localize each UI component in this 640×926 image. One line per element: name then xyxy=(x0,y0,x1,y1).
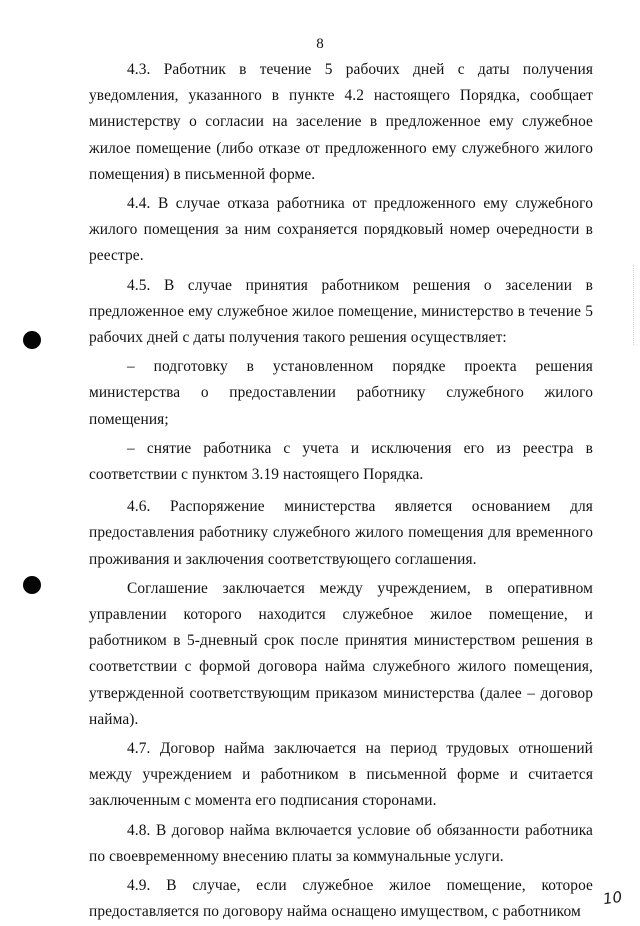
paragraph-4-6: 4.6. Распоряжение министерства является основанием для предоставления работнику служебного жилого помещения для временного проживания и заключения соответствующего соглашения. xyxy=(89,498,593,568)
paragraph-4-9: 4.9. В случае, если служебное жилое помещение, которое предоставляется по договору найма оснащено имуществом, с работником xyxy=(89,877,593,921)
paragraph-4-7: 4.7. Договор найма заключается на период трудовых отношений между учреждением и работником в письменной форме и считается заключенным с момента его подписания сторонами. xyxy=(89,740,593,810)
document-body xyxy=(89,57,593,926)
handwritten-page-number: 10 xyxy=(601,887,624,909)
paragraph-4-3: 4.3. Работник в течение 5 рабочих дней с даты получения уведомления, указанного в пункте 4.2 настоящего Порядка, сообщает министерству о согласии на заселение в предложенное ему служебное жилое помещение (либо отказе от предложенного ему служебного жилого помещения) в письменной форме. xyxy=(89,61,593,183)
list-item-removal: – снятие работника с учета и исключения его из реестра в соответствии с пунктом 3.19 настоящего Порядка. xyxy=(89,439,593,484)
punch-hole-mark xyxy=(23,331,41,349)
list-item-preparation: – подготовку в установленном порядке проекта решения министерства о предоставлении работнику служебного жилого помещения; xyxy=(89,358,593,428)
paragraph-agreement: Соглашение заключается между учреждением, в оперативном управлении которого находится служебное жилое помещение, и работником в 5-дневный срок после принятия министерством решения в соответствии с формой договора найма служебного жилого помещения, утвержденной соответствующим приказом министерства (далее – договор найма). xyxy=(89,579,593,728)
punch-hole-mark xyxy=(23,576,41,594)
paragraph-4-4: 4.4. В случае отказа работника от предложенного ему служебного жилого помещения за ним сохраняется порядковый номер очередности в реестре. xyxy=(89,195,593,265)
paragraph-4-8: 4.8. В договор найма включается условие об обязанности работника по своевременному внесению платы за коммунальные услуги. xyxy=(89,821,593,865)
page-number: 8 xyxy=(316,36,324,52)
scan-artifact xyxy=(629,265,634,345)
paragraph-4-5: 4.5. В случае принятия работником решения о заселении в предложенное ему служебное жилое помещение, министерство в течение 5 рабочих дней с даты получения такого решения осуществляет: xyxy=(89,276,593,347)
